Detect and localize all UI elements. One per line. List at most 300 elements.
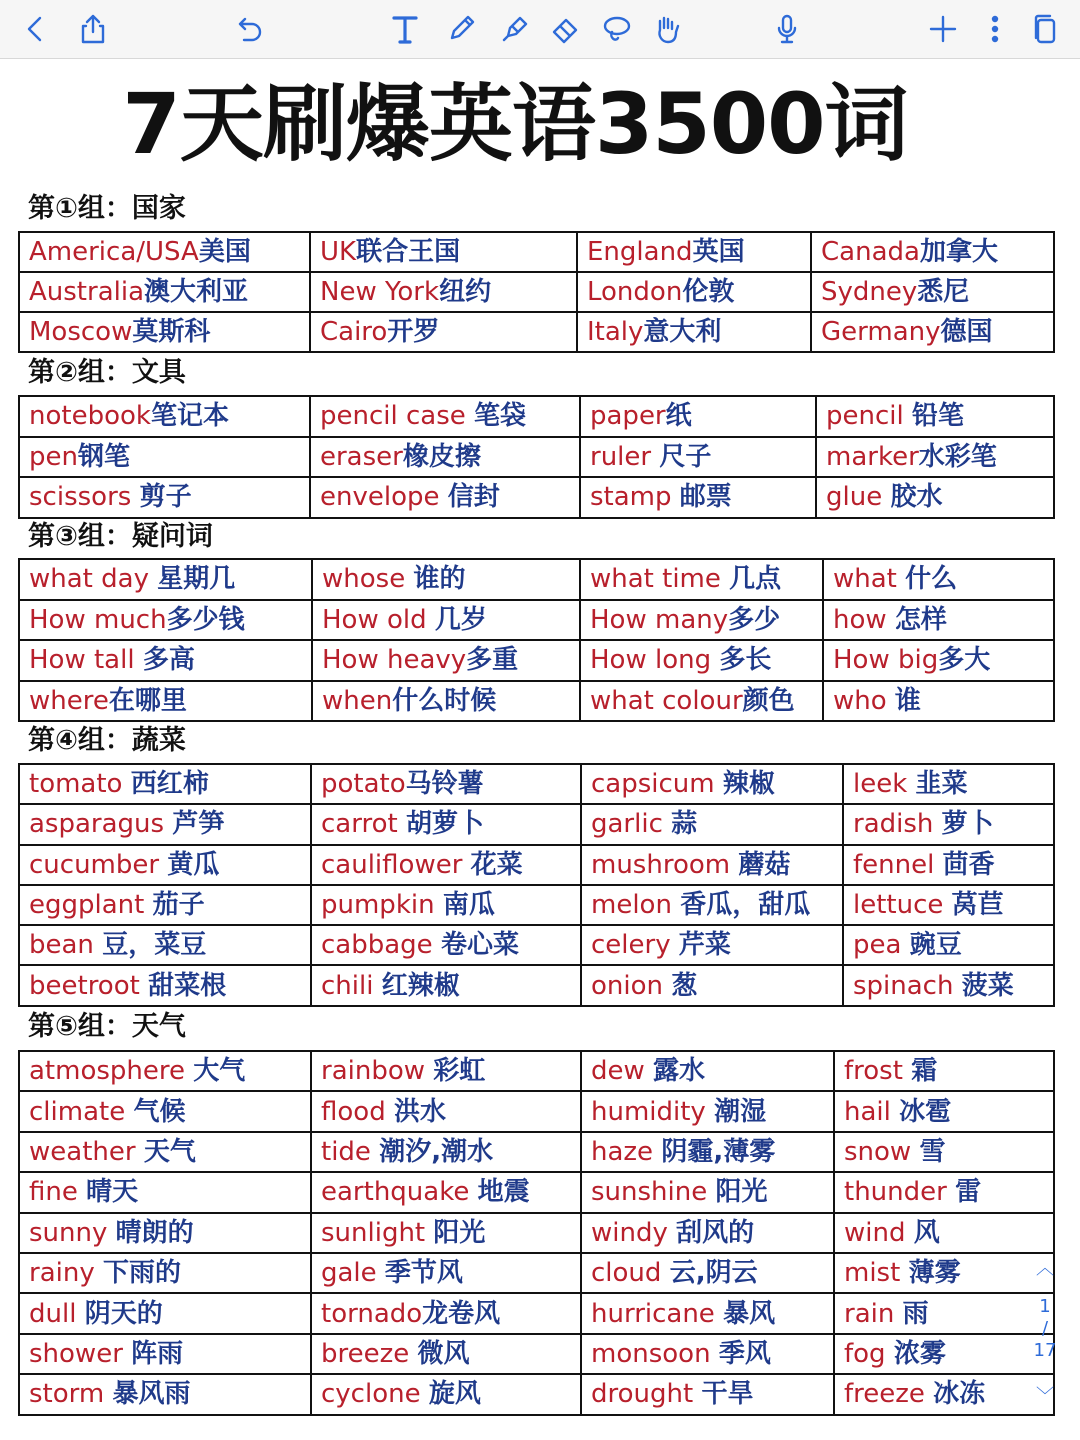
english-word: tomato [29, 769, 131, 800]
english-word: breeze [321, 1338, 418, 1369]
word-cell [311, 1091, 581, 1131]
table-row [19, 437, 1054, 478]
chinese-meaning: 阴霾,薄雾 [661, 1136, 776, 1167]
word-cell [580, 640, 823, 681]
chinese-meaning: 香瓜，甜瓜 [680, 890, 811, 921]
english-word: eraser [320, 441, 403, 472]
word-cell [581, 965, 843, 1005]
word-cell [311, 845, 581, 885]
word-cell [311, 764, 581, 804]
page-current: 1 [1039, 1296, 1051, 1317]
share-icon[interactable] [72, 8, 114, 50]
english-word: who [833, 685, 895, 716]
word-cell [310, 396, 580, 437]
english-word: dew [591, 1056, 654, 1087]
word-cell [310, 312, 577, 352]
english-word: pea [853, 930, 910, 961]
word-table [18, 558, 1055, 722]
word-cell [311, 1374, 581, 1414]
scroll-down-icon[interactable]: ﹀ [1036, 1386, 1054, 1407]
word-cell [19, 396, 310, 437]
word-cell [311, 965, 581, 1005]
word-table [18, 231, 1055, 353]
english-word: How tall [29, 645, 143, 676]
word-cell [834, 1091, 1054, 1131]
chinese-meaning: 西红柿 [130, 769, 209, 800]
english-word: windy [591, 1217, 677, 1248]
table-row [19, 764, 1054, 804]
chinese-meaning: 多长 [719, 645, 772, 676]
english-word: dull [29, 1298, 85, 1329]
word-cell [19, 925, 311, 965]
english-word: potato [321, 769, 406, 800]
english-word: paper [590, 401, 666, 432]
english-word: Moscow [29, 317, 133, 347]
chinese-meaning: 纸 [665, 401, 692, 432]
chinese-meaning: 胶水 [890, 482, 943, 513]
word-cell [19, 477, 310, 518]
word-cell [19, 1374, 311, 1414]
more-icon[interactable] [974, 8, 1016, 50]
word-cell [19, 1132, 311, 1172]
english-word: atmosphere [29, 1056, 194, 1087]
chinese-meaning: 大气 [193, 1056, 246, 1087]
table-row [19, 681, 1054, 722]
chinese-meaning: 胡萝卜 [405, 809, 484, 840]
chinese-meaning: 薄雾 [908, 1258, 961, 1289]
english-word: rainy [29, 1258, 103, 1289]
chinese-meaning: 龙卷风 [422, 1298, 501, 1329]
word-cell [581, 925, 843, 965]
text-tool-icon[interactable] [384, 8, 426, 50]
word-cell [312, 640, 580, 681]
english-word: fog [844, 1338, 894, 1369]
word-cell [19, 965, 311, 1005]
chinese-meaning: 季节风 [384, 1258, 463, 1289]
chinese-meaning: 在哪里 [108, 685, 187, 716]
english-word: cyclone [321, 1379, 429, 1410]
english-word: Cairo [320, 317, 388, 347]
chinese-meaning: 韭菜 [915, 769, 968, 800]
table-row [19, 232, 1054, 272]
english-word: lettuce [853, 890, 952, 921]
english-word: asparagus [29, 809, 173, 840]
english-word: New York [320, 277, 440, 307]
chinese-meaning: 英国 [692, 237, 745, 267]
chinese-meaning: 邮票 [679, 482, 732, 513]
table-row [19, 804, 1054, 844]
word-cell [834, 1132, 1054, 1172]
chinese-meaning: 霜 [911, 1056, 938, 1087]
english-word: How many [590, 604, 729, 635]
english-word: hail [844, 1096, 900, 1127]
chinese-meaning: 茄子 [152, 890, 205, 921]
chinese-meaning: 甜菜根 [148, 970, 227, 1001]
chinese-meaning: 红辣椒 [381, 970, 460, 1001]
english-word: ruler [590, 441, 660, 472]
scroll-up-icon[interactable]: ︿ [1036, 1258, 1054, 1279]
chinese-meaning: 意大利 [643, 317, 722, 347]
chinese-meaning: 葱 [671, 970, 698, 1001]
english-word: rainbow [321, 1056, 434, 1087]
chinese-meaning: 多高 [142, 645, 195, 676]
chinese-meaning: 阳光 [433, 1217, 486, 1248]
page-title: 7天刷爆英语3500词 [122, 75, 908, 173]
word-cell [19, 885, 311, 925]
chinese-meaning: 阳光 [715, 1177, 768, 1208]
word-cell [19, 1334, 311, 1374]
table-row [19, 600, 1054, 641]
chinese-meaning: 莴苣 [951, 890, 1004, 921]
word-cell [19, 845, 311, 885]
word-cell [311, 1132, 581, 1172]
eraser-icon[interactable] [544, 8, 586, 50]
word-cell [577, 232, 811, 272]
english-word: Italy [587, 317, 644, 347]
word-cell [580, 559, 823, 600]
chinese-meaning: 什么时候 [392, 685, 497, 716]
english-word: flood [321, 1096, 394, 1127]
english-word: pencil [826, 401, 912, 432]
word-cell [19, 232, 310, 272]
chinese-meaning: 冰雹 [899, 1096, 952, 1127]
word-cell [581, 1334, 834, 1374]
english-word: what [833, 564, 906, 595]
chinese-meaning: 洪水 [393, 1096, 446, 1127]
group-title: 第①组：国家 [28, 193, 186, 224]
chinese-meaning: 季风 [718, 1338, 771, 1369]
table-row [19, 1213, 1054, 1253]
word-cell [834, 1334, 1054, 1374]
english-word: pencil case [320, 401, 475, 432]
table-row [19, 312, 1054, 352]
english-word: London [587, 277, 683, 307]
chinese-meaning: 多少 [728, 604, 781, 635]
word-cell [816, 477, 1054, 518]
chinese-meaning: 雨 [902, 1298, 929, 1329]
word-table [18, 395, 1055, 519]
chinese-meaning: 德国 [940, 317, 993, 347]
english-word: hurricane [591, 1298, 724, 1329]
word-cell [19, 681, 312, 722]
word-cell [823, 559, 1054, 600]
chinese-meaning: 多重 [466, 645, 519, 676]
chinese-meaning: 笔记本 [150, 401, 229, 432]
english-word: sunshine [591, 1177, 716, 1208]
chinese-meaning: 谁的 [413, 564, 466, 595]
word-cell [834, 1374, 1054, 1414]
chinese-meaning: 美国 [198, 237, 251, 267]
chinese-meaning: 几岁 [434, 604, 487, 635]
word-cell [823, 640, 1054, 681]
chinese-meaning: 豌豆 [909, 930, 962, 961]
word-cell [311, 1051, 581, 1091]
table-row [19, 272, 1054, 312]
table-row [19, 845, 1054, 885]
chinese-meaning: 微风 [417, 1338, 470, 1369]
word-cell [816, 437, 1054, 478]
chinese-meaning: 剪子 [139, 482, 192, 513]
chinese-meaning: 多少钱 [166, 604, 245, 635]
word-cell [19, 1051, 311, 1091]
word-cell [834, 1051, 1054, 1091]
english-word: where [29, 685, 109, 716]
word-cell [843, 885, 1054, 925]
english-word: How heavy [322, 645, 467, 676]
english-word: mist [844, 1258, 909, 1289]
chinese-meaning: 云,阴云 [669, 1258, 758, 1289]
chinese-meaning: 阵雨 [131, 1338, 184, 1369]
chinese-meaning: 纽约 [439, 277, 492, 307]
group-title: 第②组：文具 [28, 357, 186, 388]
pen-icon[interactable] [440, 8, 482, 50]
word-cell [581, 845, 843, 885]
pages-icon[interactable] [1024, 8, 1066, 50]
english-word: carrot [321, 809, 406, 840]
word-cell [19, 559, 312, 600]
word-cell [834, 1293, 1054, 1333]
group-title: 第④组：蔬菜 [28, 725, 186, 756]
english-word: earthquake [321, 1177, 478, 1208]
word-cell [577, 312, 811, 352]
word-cell [310, 232, 577, 272]
chinese-meaning: 暴风 [723, 1298, 776, 1329]
word-cell [811, 232, 1054, 272]
table-row [19, 1132, 1054, 1172]
chinese-meaning: 南瓜 [442, 890, 495, 921]
english-word: spinach [853, 970, 962, 1001]
word-cell [311, 804, 581, 844]
table-row [19, 925, 1054, 965]
english-word: snow [844, 1136, 920, 1167]
english-word: tide [321, 1136, 380, 1167]
word-cell [312, 681, 580, 722]
english-word: envelope [320, 482, 448, 513]
chinese-meaning: 菠菜 [961, 970, 1014, 1001]
english-word: eggplant [29, 890, 153, 921]
microphone-icon[interactable] [766, 8, 808, 50]
word-cell [581, 804, 843, 844]
word-cell [312, 600, 580, 641]
table-row [19, 1293, 1054, 1333]
english-word: what time [590, 564, 730, 595]
word-cell [581, 1293, 834, 1333]
english-word: onion [591, 970, 672, 1001]
table-row [19, 1334, 1054, 1374]
word-cell [581, 1132, 834, 1172]
english-word: weather [29, 1136, 144, 1167]
chinese-meaning: 冰冻 [933, 1379, 986, 1410]
english-word: storm [29, 1379, 113, 1410]
english-word: celery [591, 930, 679, 961]
word-cell [581, 885, 843, 925]
chinese-meaning: 加拿大 [919, 237, 998, 267]
english-word: gale [321, 1258, 385, 1289]
english-word: Sydney [821, 277, 918, 307]
english-word: radish [853, 809, 942, 840]
english-word: glue [826, 482, 891, 513]
chinese-meaning: 旋风 [428, 1379, 481, 1410]
word-cell [834, 1213, 1054, 1253]
add-icon[interactable] [922, 8, 964, 50]
chinese-meaning: 几点 [729, 564, 782, 595]
english-word: humidity [591, 1096, 715, 1127]
chinese-meaning: 黄瓜 [167, 849, 220, 880]
word-cell [843, 965, 1054, 1005]
word-cell [19, 600, 312, 641]
hand-icon[interactable] [646, 8, 688, 50]
toolbar [0, 0, 1080, 59]
chinese-meaning: 尺子 [659, 441, 712, 472]
chinese-meaning: 雪 [919, 1136, 946, 1167]
english-word: chili [321, 970, 382, 1001]
table-row [19, 477, 1054, 518]
english-word: notebook [29, 401, 151, 432]
word-cell [581, 1213, 834, 1253]
word-cell [311, 1172, 581, 1212]
chinese-meaning: 地震 [477, 1177, 530, 1208]
chinese-meaning: 联合王国 [356, 237, 461, 267]
chinese-meaning: 彩虹 [433, 1056, 486, 1087]
undo-icon[interactable] [228, 8, 270, 50]
english-word: shower [29, 1338, 132, 1369]
word-cell [843, 845, 1054, 885]
english-word: thunder [844, 1177, 956, 1208]
word-cell [311, 1253, 581, 1293]
chinese-meaning: 露水 [653, 1056, 706, 1087]
table-row [19, 885, 1054, 925]
word-cell [19, 764, 311, 804]
chinese-meaning: 多大 [938, 645, 991, 676]
english-word: sunlight [321, 1217, 434, 1248]
table-row [19, 1091, 1054, 1131]
english-word: freeze [844, 1379, 934, 1410]
chinese-meaning: 暴风雨 [112, 1379, 191, 1410]
chinese-meaning: 水彩笔 [918, 441, 997, 472]
english-word: cabbage [321, 930, 441, 961]
chinese-meaning: 晴天 [86, 1177, 139, 1208]
chinese-meaning: 颜色 [742, 685, 795, 716]
chinese-meaning: 谁 [894, 685, 921, 716]
english-word: America/USA [29, 237, 199, 267]
chinese-meaning: 马铃薯 [405, 769, 484, 800]
english-word: rain [844, 1298, 903, 1329]
word-cell [811, 272, 1054, 312]
chinese-meaning: 豆，菜豆 [102, 930, 207, 961]
english-word: how [833, 604, 895, 635]
word-cell [581, 1051, 834, 1091]
table-row [19, 396, 1054, 437]
english-word: How big [833, 645, 939, 676]
english-word: cloud [591, 1258, 670, 1289]
english-word: drought [591, 1379, 702, 1410]
group-title: 第⑤组：天气 [28, 1011, 186, 1042]
english-word: what colour [590, 685, 743, 716]
word-cell [310, 437, 580, 478]
english-word: garlic [591, 809, 672, 840]
english-word: marker [826, 441, 919, 472]
english-word: what day [29, 564, 158, 595]
english-word: capsicum [591, 769, 723, 800]
word-cell [311, 885, 581, 925]
word-cell [19, 1253, 311, 1293]
word-cell [311, 1213, 581, 1253]
word-table [18, 1050, 1055, 1416]
word-cell [843, 925, 1054, 965]
word-cell [311, 1334, 581, 1374]
word-cell [581, 1091, 834, 1131]
chinese-meaning: 芦笋 [172, 809, 225, 840]
chinese-meaning: 悉尼 [917, 277, 970, 307]
english-word: How old [322, 604, 435, 635]
lasso-icon[interactable] [596, 8, 638, 50]
word-cell [19, 804, 311, 844]
english-word: frost [844, 1056, 912, 1087]
word-cell [834, 1253, 1054, 1293]
english-word: fine [29, 1177, 87, 1208]
word-cell [19, 1172, 311, 1212]
chinese-meaning: 笔袋 [474, 401, 527, 432]
word-cell [580, 681, 823, 722]
english-word: scissors [29, 482, 140, 513]
word-cell [19, 437, 310, 478]
chinese-meaning: 茴香 [942, 849, 995, 880]
english-word: How much [29, 604, 167, 635]
english-word: pumpkin [321, 890, 443, 921]
page-total: 17 [1033, 1340, 1057, 1361]
word-cell [311, 1293, 581, 1333]
chinese-meaning: 芹菜 [678, 930, 731, 961]
word-cell [19, 272, 310, 312]
word-cell [811, 312, 1054, 352]
english-word: when [322, 685, 393, 716]
english-word: climate [29, 1096, 134, 1127]
back-icon[interactable] [14, 8, 56, 50]
word-cell [580, 600, 823, 641]
english-word: haze [591, 1136, 662, 1167]
english-word: mushroom [591, 849, 739, 880]
chinese-meaning: 浓雾 [893, 1338, 946, 1369]
word-cell [19, 640, 312, 681]
word-cell [19, 1213, 311, 1253]
chinese-meaning: 潮汐,潮水 [379, 1136, 494, 1167]
word-cell [19, 1293, 311, 1333]
chinese-meaning: 信封 [447, 482, 500, 513]
chinese-meaning: 阴天的 [84, 1298, 163, 1329]
word-cell [19, 1091, 311, 1131]
table-row [19, 1253, 1054, 1293]
word-cell [581, 1374, 834, 1414]
word-cell [816, 396, 1054, 437]
chinese-meaning: 萝卜 [941, 809, 994, 840]
english-word: Canada [821, 237, 920, 267]
chinese-meaning: 气候 [133, 1096, 186, 1127]
english-word: pen [29, 441, 78, 472]
word-cell [311, 925, 581, 965]
word-cell [581, 1172, 834, 1212]
english-word: UK [320, 237, 357, 267]
english-word: leek [853, 769, 916, 800]
word-cell [843, 804, 1054, 844]
chinese-meaning: 铅笔 [912, 401, 965, 432]
chinese-meaning: 莫斯科 [132, 317, 211, 347]
highlighter-icon[interactable] [494, 8, 536, 50]
word-cell [843, 764, 1054, 804]
chinese-meaning: 雷 [955, 1177, 982, 1208]
chinese-meaning: 星期几 [157, 564, 236, 595]
english-word: beetroot [29, 970, 149, 1001]
chinese-meaning: 蒜 [671, 809, 698, 840]
